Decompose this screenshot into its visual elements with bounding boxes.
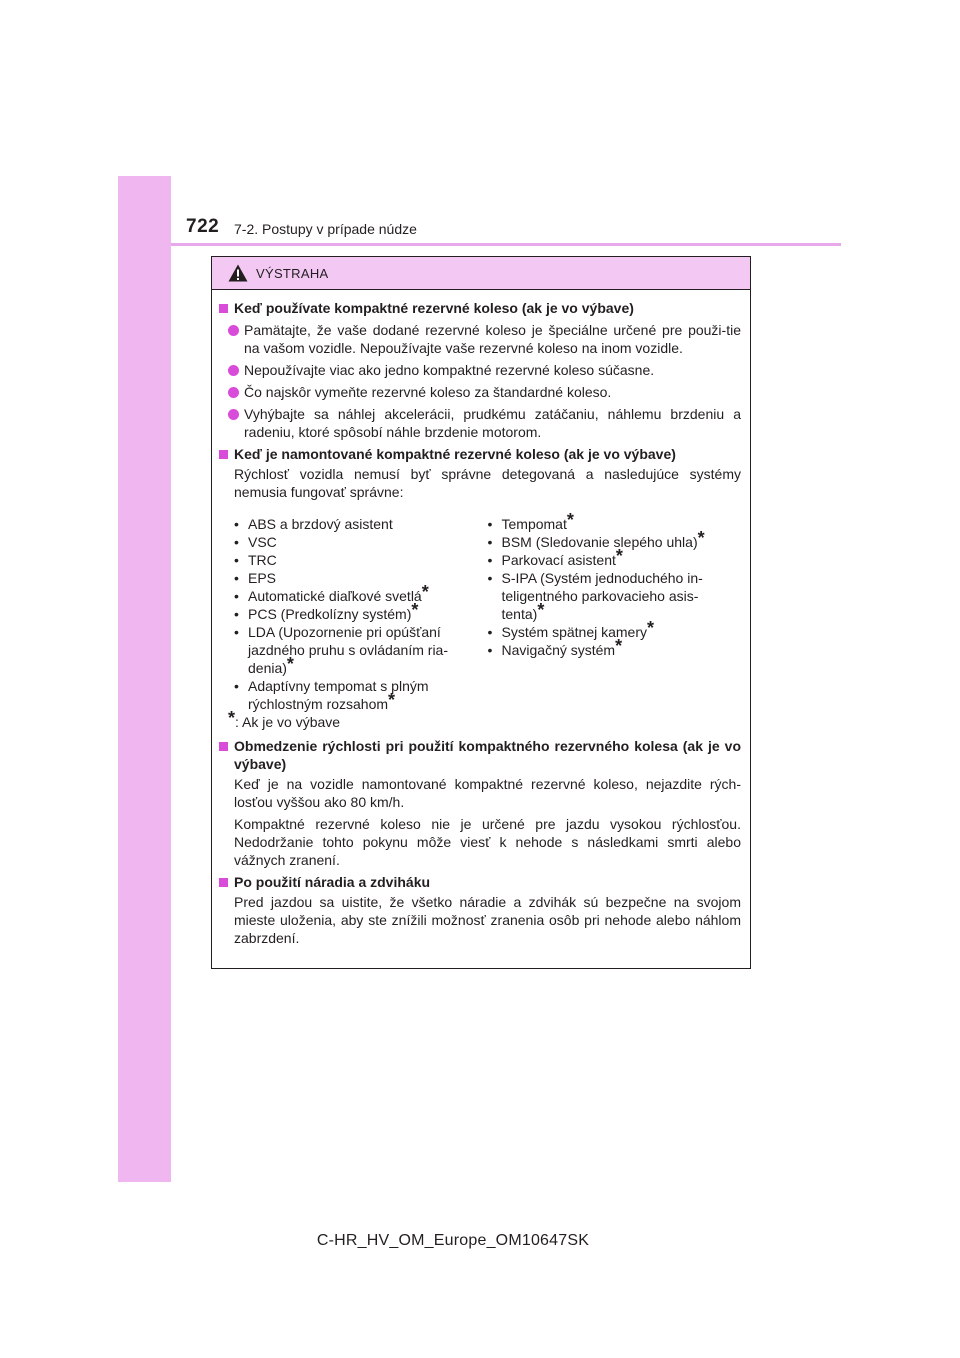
system-name (501, 636, 623, 659)
footnote-star: * (421, 582, 429, 603)
list-item (234, 515, 488, 533)
left-systems-list (234, 515, 488, 713)
list-item (487, 528, 742, 551)
side-color-band (118, 176, 171, 1182)
bullet-mark: • (234, 534, 239, 550)
bullet-mark: • (487, 642, 493, 658)
bullet-mark: • (234, 516, 239, 532)
system-text: Adaptívny tempomat s plným rýchlostným rozsahom (248, 678, 429, 712)
footnote-star: * (566, 510, 574, 531)
bullet-mark: • (234, 678, 239, 694)
system-text: EPS (248, 570, 277, 586)
footnote-star: * (647, 618, 655, 639)
list-item (234, 569, 488, 587)
bullet-text: Pamätajte, že vaše dodané rezervné koleso je špeciálne určené pre použi-tie na vašom vozidle. Nepoužívajte vaše rezervné koleso na inom vozidle. (244, 322, 741, 356)
system-text: Navigačný systém (501, 642, 616, 658)
heading-text: Keď je namontované kompaktné rezervné koleso (ak je vo výbave) (234, 446, 676, 462)
system-text: BSM (Sledovanie slepého uhla) (501, 534, 698, 550)
document-id: C-HR_HV_OM_Europe_OM10647SK (316, 1232, 590, 1249)
warning-triangle-icon (228, 264, 248, 282)
system-name (501, 510, 574, 533)
section-paragraph: Pred jazdou sa uistite, že všetko náradie a zdvihák sú bezpečne na svojom mieste uloženia, aby ste znížili možnosť zranenia osôb pri nehode alebo náhlom zabrzdení. (234, 894, 741, 946)
affected-systems-lists (218, 510, 741, 713)
section-heading (218, 299, 741, 317)
circle-bullet-icon (228, 365, 239, 376)
warning-box (211, 256, 751, 969)
list-item (218, 383, 741, 401)
square-bullet-icon (219, 304, 228, 313)
section-paragraph: Kompaktné rezervné koleso nie je určené pre jazdu vysokou rýchlosťou. Nedodržanie tohto pokynu môže viesť k nehode s následkami smrti alebo vážnych zranení. (234, 816, 741, 868)
system-text: PCS (Predkolízny systém) (248, 606, 412, 622)
list-item (234, 582, 488, 605)
page-number: 722 (186, 216, 220, 237)
system-name (248, 515, 393, 533)
system-name (248, 569, 276, 587)
system-name (248, 582, 429, 605)
heading-text: Po použití náradia a zdviháku (234, 874, 431, 890)
system-text: S-IPA (Systém jednoduchého in-teligentného parkovacieho asis-tenta) (501, 570, 703, 622)
section-heading (218, 445, 741, 463)
section-paragraph: Rýchlosť vozidla nemusí byť správne detegovaná a nasledujúce systémy nemusia fungovať správne: (234, 466, 741, 500)
circle-bullet-icon (228, 325, 239, 336)
system-text: Automatické diaľkové svetlá (248, 588, 422, 604)
bullet-text: Nepoužívajte viac ako jedno kompaktné rezervné koleso súčasne. (244, 362, 655, 378)
square-bullet-icon (219, 878, 228, 887)
bullet-mark: • (234, 606, 239, 622)
heading-text: Keď používate kompaktné rezervné koleso (ak je vo výbave) (234, 300, 634, 316)
system-text: VSC (248, 534, 277, 550)
list-item (218, 321, 741, 357)
list-item (218, 361, 741, 379)
footnote-star: * (615, 546, 623, 567)
list-item (234, 677, 488, 713)
system-name (502, 569, 742, 623)
circle-bullet-icon (228, 409, 239, 420)
section-heading (218, 737, 741, 773)
footnote-star: * (388, 690, 396, 711)
system-text: Systém spätnej kamery (501, 624, 647, 640)
list-item (487, 636, 742, 659)
bullet-text: Vyhýbajte sa náhlej akcelerácii, prudkému zatáčaniu, náhlemu brzdeniu a radeniu, ktoré spôsobí náhle brzdenie motorom. (244, 406, 741, 440)
footnote-star: * (411, 600, 419, 621)
footnote-star: * (697, 528, 705, 549)
system-name (248, 533, 277, 551)
warning-content (212, 290, 750, 947)
circle-bullet-icon (228, 387, 239, 398)
bullet-mark: • (487, 552, 493, 568)
footnote-text: : Ak je vo výbave (235, 714, 341, 730)
system-text: TRC (248, 552, 277, 568)
warning-title: VÝSTRAHA (256, 265, 329, 281)
header-rule (171, 243, 841, 246)
list-item (487, 546, 742, 569)
system-text: Tempomat (501, 516, 567, 532)
system-name (248, 551, 277, 569)
footnote-star: * (286, 654, 294, 675)
footnote-star: * (615, 636, 623, 657)
square-bullet-icon (219, 450, 228, 459)
heading-text: Obmedzenie rýchlosti pri použití kompaktného rezervného kolesa (ak je vo výbave) (234, 738, 741, 772)
list-item (234, 551, 488, 569)
list-item (234, 623, 488, 677)
list-item (234, 600, 488, 623)
bullet-mark: • (234, 624, 239, 640)
warning-header (212, 257, 750, 290)
section-title: 7-2. Postupy v prípade núdze (234, 221, 417, 237)
section-heading (218, 873, 741, 891)
system-name (501, 546, 623, 569)
system-text: Parkovací asistent (501, 552, 616, 568)
system-text: ABS a brzdový asistent (248, 516, 393, 532)
system-name (248, 600, 419, 623)
right-systems-list (487, 510, 742, 713)
system-name (501, 618, 655, 641)
footnote-star: * (228, 708, 236, 729)
bullet-mark: • (234, 588, 239, 604)
square-bullet-icon (219, 742, 228, 751)
bullet-mark: • (487, 570, 493, 586)
bullet-mark: • (234, 570, 239, 586)
bullet-mark: • (487, 624, 493, 640)
system-name (501, 528, 705, 551)
list-item (488, 569, 742, 623)
bullet-mark: • (487, 534, 493, 550)
bullet-text: Čo najskôr vymeňte rezervné koleso za štandardné koleso. (244, 384, 612, 400)
system-text: LDA (Upozornenie pri opúšťaní jazdného pruhu s ovládaním ria-denia) (248, 624, 449, 676)
list-item (218, 405, 741, 441)
footnote (218, 708, 741, 731)
system-name (248, 677, 488, 713)
list-item (234, 533, 488, 551)
system-name (248, 623, 488, 677)
bullet-mark: • (487, 516, 493, 532)
section-paragraph: Keď je na vozidle namontované kompaktné rezervné koleso, nejazdite rých-losťou vyššou ako 80 km/h. (234, 776, 741, 810)
bullet-mark: • (234, 552, 239, 568)
footnote-star: * (537, 600, 545, 621)
